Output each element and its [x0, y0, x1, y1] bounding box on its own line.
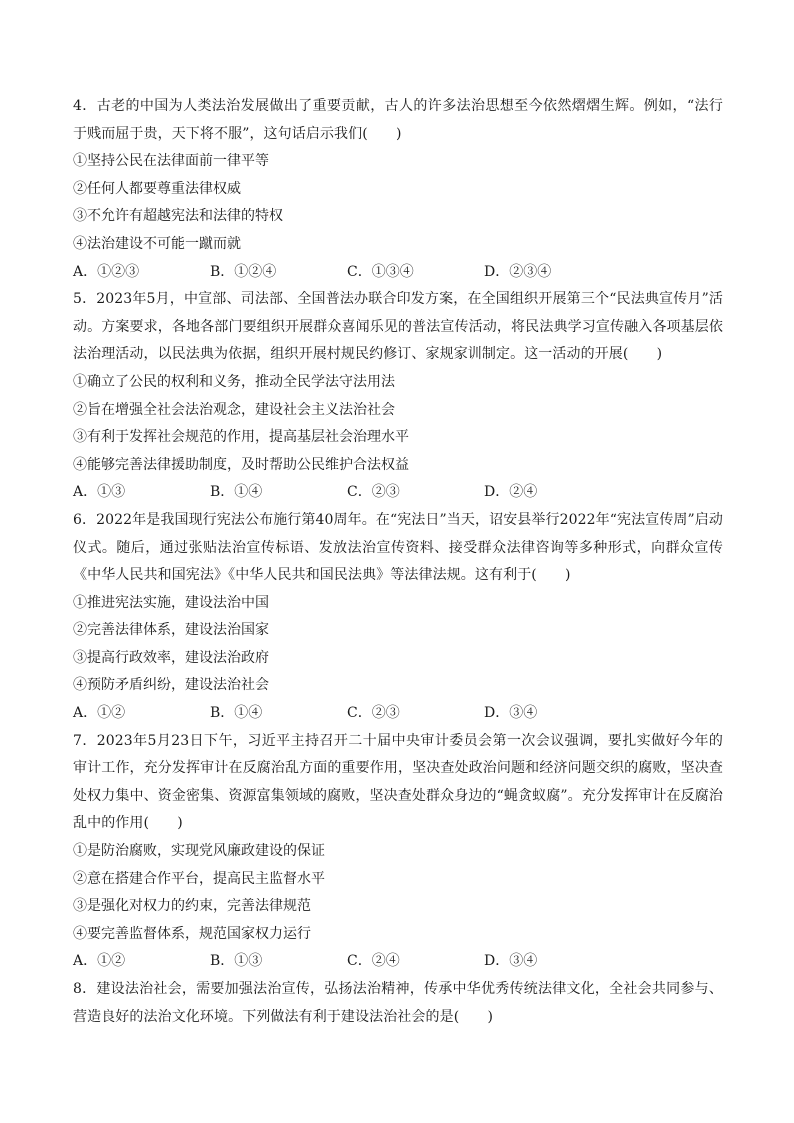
statement-option: ③提高行政效率，建设法治政府	[73, 649, 269, 666]
statement-option: ④预防矛盾纠纷，建设法治社会	[73, 677, 269, 694]
statement-option: ④要完善监督体系，规范国家权力运行	[73, 925, 311, 942]
question-stem: 5．2023年5月，中宣部、司法部、全国普法办联合印发方案，在全国组织开展第三个“民法典宣传月”活动。方案要求，各地各部门要组织开展群众喜闻乐见的普法宣传活动，将民法典学习宣传融入各项基层依法治理活动，以民法典为依据，组织开展村规民约修订、家规家训制定。这一活动的开展( )	[73, 291, 723, 363]
answer-choices	[73, 948, 723, 976]
statement-option: ③是强化对权力的约束，完善法律规范	[73, 898, 311, 915]
choice-d: D．②④	[484, 484, 538, 501]
choice-c: C．②③	[347, 484, 400, 501]
choice-b: B．①④	[210, 705, 263, 722]
question-8	[73, 976, 723, 1031]
choice-d: D．③④	[484, 705, 538, 722]
choice-d: D．③④	[484, 953, 538, 970]
choice-c: C．②④	[347, 953, 400, 970]
question-list	[73, 93, 723, 1031]
answer-choices	[73, 700, 723, 728]
choice-b: B．①③	[210, 953, 263, 970]
statement-option: ①坚持公民在法律面前一律平等	[73, 153, 269, 170]
question-stem: 4．古老的中国为人类法治发展做出了重要贡献，古人的许多法治思想至今依然熠熠生辉。例如，“法行于贱而屈于贵，天下将不服”，这句话启示我们( )	[73, 98, 723, 142]
choice-a: A．①③	[73, 484, 126, 501]
answer-choices	[73, 259, 723, 287]
question-7	[73, 728, 723, 976]
statement-option: ②完善法律体系，建设法治国家	[73, 622, 269, 639]
question-4	[73, 93, 723, 286]
statement-option: ②任何人都要尊重法律权威	[73, 180, 241, 197]
choice-a: A．①②	[73, 705, 126, 722]
question-stem: 7．2023年5月23日下午，习近平主持召开二十届中央审计委员会第一次会议强调，要扎实做好今年的审计工作，充分发挥审计在反腐治乱方面的重要作用，坚决查处政治问题和经济问题交织的腐败，坚决查处权力集中、资金密集、资源富集领域的腐败，坚决查处群众身边的“蝇贪蚁腐”。充分发挥审计在反腐治乱中的作用( )	[73, 732, 723, 832]
question-stem: 8．建设法治社会，需要加强法治宣传，弘扬法治精神，传承中华优秀传统法律文化，全社会共同参与、营造良好的法治文化环境。下列做法有利于建设法治社会的是( )	[73, 981, 723, 1025]
question-6	[73, 507, 723, 728]
question-stem: 6．2022年是我国现行宪法公布施行第40周年。在“宪法日”当天，诏安县举行2022年“宪法宣传周”启动仪式。随后，通过张贴法治宣传标语、发放法治宣传资料、接受群众法律咨询等多种形式，向群众宣传《中华人民共和国宪法》《中华人民共和国民法典》等法律法规。这有利于( )	[73, 511, 723, 584]
choice-c: C．②③	[347, 705, 400, 722]
choice-d: D．②③④	[484, 263, 552, 280]
choice-a: A．①②③	[73, 263, 140, 280]
statement-option: ④能够完善法律援助制度，及时帮助公民维护合法权益	[73, 456, 409, 473]
statement-option: ②意在搭建合作平台，提高民主监督水平	[73, 870, 325, 887]
statement-option: ①确立了公民的权利和义务，推动全民学法守法用法	[73, 373, 395, 390]
question-5	[73, 286, 723, 507]
statement-option: ②旨在增强全社会法治观念，建设社会主义法治社会	[73, 401, 395, 418]
statement-option: ①是防治腐败，实现党风廉政建设的保证	[73, 843, 325, 860]
statement-option: ③有利于发挥社会规范的作用，提高基层社会治理水平	[73, 429, 409, 446]
statement-option: ①推进宪法实施，建设法治中国	[73, 594, 269, 611]
choice-a: A．①②	[73, 953, 126, 970]
choice-b: B．①②④	[210, 263, 277, 280]
choice-b: B．①④	[210, 484, 263, 501]
statement-option: ④法治建设不可能一蹴而就	[73, 235, 241, 252]
choice-c: C．①③④	[347, 263, 414, 280]
answer-choices	[73, 479, 723, 507]
statement-option: ③不允许有超越宪法和法律的特权	[73, 208, 283, 225]
